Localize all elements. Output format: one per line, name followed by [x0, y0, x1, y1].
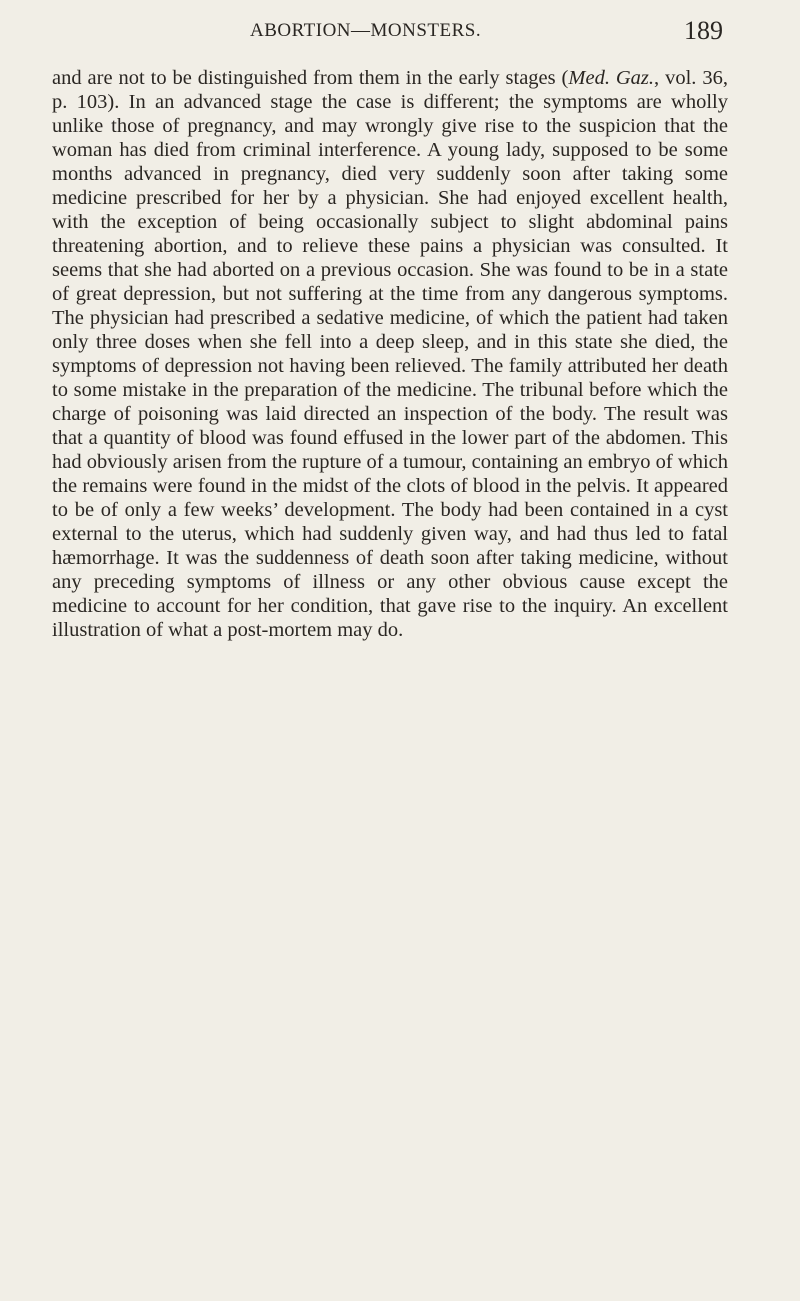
- citation-journal: Med. Gaz.: [568, 67, 655, 89]
- running-title: ABORTION—MONSTERS.: [250, 20, 482, 41]
- paragraph: [52, 66, 728, 642]
- paragraph-text-start: and are not to be distinguished from them in the early stages (: [52, 67, 569, 89]
- paragraph-text-rest: , vol. 36, p. 103). In an advanced stage the case is different; the symptoms are wholly unlike those of pregnancy, and may wrongly give rise to the suspicion that the woman has died from criminal interference. A young lady, supposed to be some months advanced in pregnancy, died very suddenly soon after taking some medicine prescribed for her by a physician. She had enjoyed excellent health, with the exception of being occasionally subject to slight abdominal pains threatening abortion, and to relieve these pains a physician was consulted. It seems that she had aborted on a previous occasion. She was found to be in a state of great depression, but not suffering at the time from any dangerous symptoms. The physician had prescribed a sedative medicine, of which the patient had taken only three doses when she fell into a deep sleep, and in this state she died, the symptoms of depression not having been relieved. The family attributed her death to some mistake in the preparation of the medicine. The tribunal before which the charge of poisoning was laid directed an inspection of the body. The result was that a quantity of blood was found effused in the lower part of the abdomen. This had obviously arisen from the rupture of a tumour, containing an embryo of which the remains were found in the midst of the clots of blood in the pelvis. It appeared to be of only a few weeks’ development. The body had been contained in a cyst external to the uterus, which had suddenly given way, and had thus led to fatal hæmorrhage. It was the suddenness of death soon after taking medicine, without any preceding symptoms of illness or any other obvious cause except the medicine to account for her condition, that gave rise to the inquiry. An excellent illustration of what a post-mortem may do.: [52, 67, 728, 641]
- page-number: 189: [684, 16, 723, 45]
- body-text: [52, 66, 728, 642]
